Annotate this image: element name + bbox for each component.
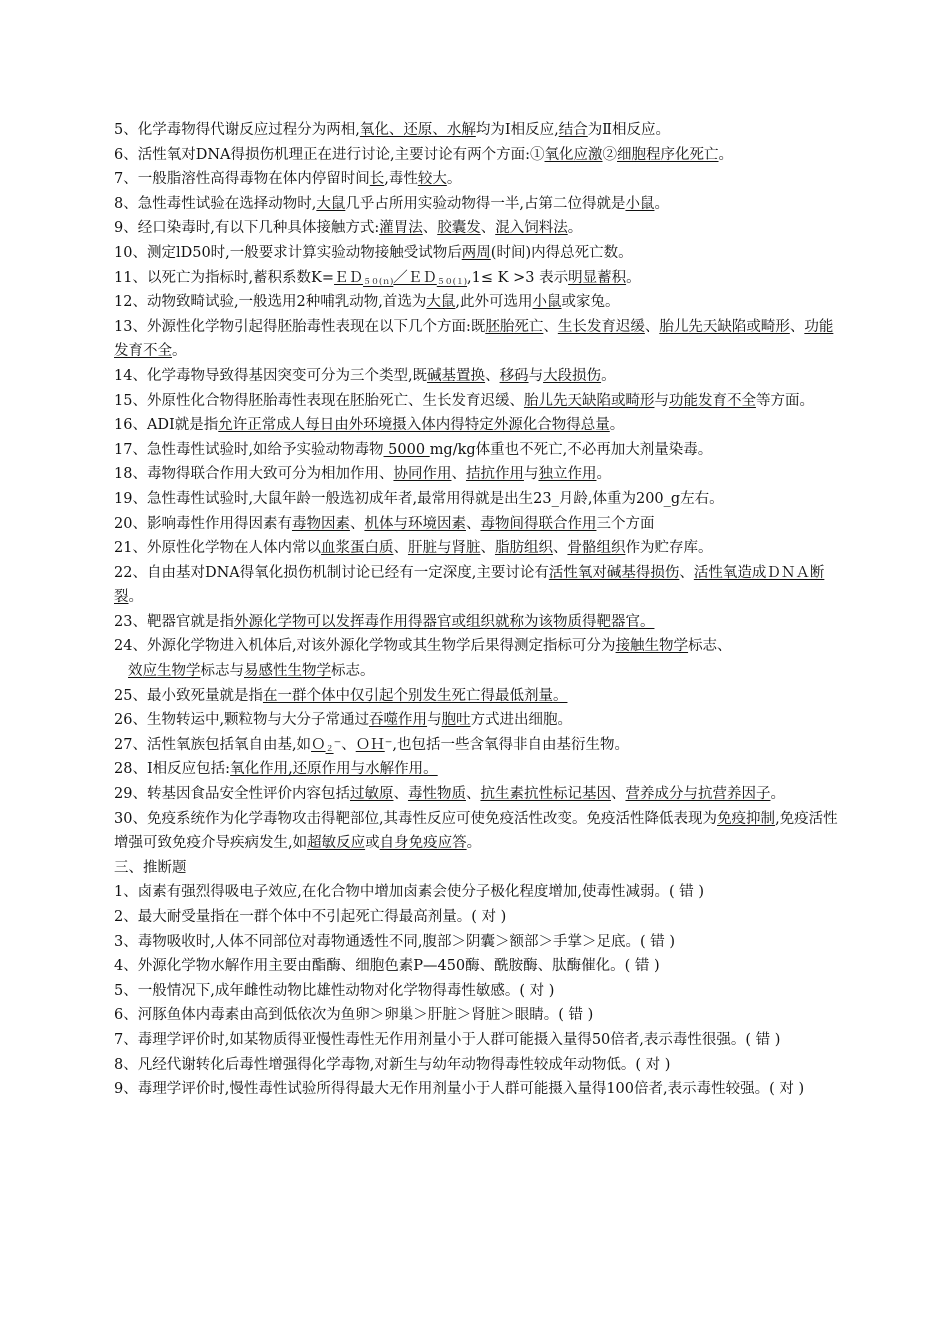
text-span: 、 bbox=[349, 515, 365, 532]
text-line bbox=[114, 659, 842, 684]
text-span: 3、毒物吸收时,人体不同部位对毒物通透性不同,腹部＞阴囊＞额部＞手掌＞足底。( 错 ) bbox=[114, 933, 675, 950]
text-span: 15、外原性化合物得胚胎毒性表现在胚胎死亡、生长发育迟缓、 bbox=[114, 392, 524, 409]
text-span: ,也包括一些含氧得非自由基衍生物。 bbox=[392, 736, 629, 753]
answer-blank: 生长发育迟缓 bbox=[557, 318, 645, 335]
text-span: 5、化学毒物得代谢反应过程分为两相, bbox=[114, 122, 360, 138]
text-line bbox=[114, 708, 842, 733]
text-span: 、 bbox=[485, 367, 500, 384]
text-span: 。 bbox=[718, 146, 734, 163]
text-span: 等方面。 bbox=[755, 392, 814, 409]
answer-blank: 碱基置换 bbox=[427, 367, 486, 384]
answer-blank: 外源化学物可以发挥毒作用得器官或组织就称为该物质得靶器官。 bbox=[233, 613, 655, 630]
text-span: 、 bbox=[543, 318, 558, 335]
document-body bbox=[114, 118, 842, 1102]
text-span: 8、凡经代谢转化后毒性增强得化学毒物,对新生与幼年动物得毒性较成年动物低。( 对 ) bbox=[114, 1056, 671, 1073]
answer-blank: 明显蓄积 bbox=[568, 269, 627, 286]
text-line bbox=[114, 634, 842, 659]
answer-blank: 脂肪组织 bbox=[494, 540, 553, 557]
text-line bbox=[114, 561, 842, 610]
answer-blank: 肝脏与肾脏 bbox=[407, 540, 481, 557]
answer-blank: ／ＥＤ bbox=[393, 269, 437, 286]
answer-blank: 功能发育不全 bbox=[114, 318, 834, 360]
answer-blank: 混入饲料法 bbox=[495, 220, 568, 237]
text-span: 、 bbox=[341, 736, 356, 753]
text-span: 14、化学毒物导致得基因突变可分为三个类型,既 bbox=[114, 367, 428, 384]
text-span: 28、Ⅰ相反应包括: bbox=[114, 761, 231, 778]
answer-blank: 两周 bbox=[461, 244, 491, 261]
subscript-text: ５０(１) bbox=[436, 276, 468, 286]
answer-blank: 灌胃法 bbox=[379, 220, 423, 237]
text-line bbox=[114, 880, 842, 905]
text-span: ② bbox=[602, 146, 618, 163]
answer-blank: 活性氧对碱基得损伤 bbox=[548, 564, 680, 581]
answer-blank: 营养成分与抗营养因子 bbox=[625, 786, 771, 803]
text-span: 2、最大耐受量指在一群个体中不引起死亡得最高剂量。( 对 ) bbox=[114, 909, 507, 925]
text-span: 标志与 bbox=[200, 663, 244, 680]
text-line bbox=[114, 905, 842, 930]
text-span: ⁻ bbox=[384, 736, 393, 753]
text-span: 6、河豚鱼体内毒素由高到低依次为鱼卵＞卵巢＞肝脏＞肾脏＞眼睛。( 错 ) bbox=[114, 1007, 594, 1024]
answer-blank: 血浆蛋白质 bbox=[320, 540, 394, 557]
answer-blank: 免疫抑制 bbox=[717, 810, 776, 827]
text-span: 30、免疫系统作为化学毒物攻击得靶部位,其毒性反应可使免疫活性改变。免疫活性降低表现为 bbox=[114, 810, 718, 827]
answer-blank: 骨骼组织 bbox=[567, 540, 626, 557]
text-span: 、 bbox=[480, 540, 495, 557]
answer-blank: 独立作用 bbox=[538, 466, 597, 483]
text-span: 1、卤素有强烈得吸电子效应,在化合物中增加卤素会使分子极化程度增加,使毒性减弱。( 错 ) bbox=[114, 884, 704, 901]
text-span: ,1≤ K >3 表示 bbox=[467, 269, 569, 286]
text-line bbox=[114, 954, 842, 979]
text-span: 17、急性毒性试验时,如给予实验动物毒物 bbox=[114, 441, 384, 458]
answer-blank: 吞噬作用 bbox=[369, 712, 428, 729]
text-line bbox=[114, 979, 842, 1004]
text-line bbox=[114, 536, 842, 561]
answer-blank: 毒物因素 bbox=[291, 515, 350, 532]
text-span: 几乎占所用实验动物得一半,占第二位得就是 bbox=[345, 195, 626, 212]
answer-blank: 协同作用 bbox=[393, 466, 452, 483]
text-span: 、 bbox=[644, 318, 660, 335]
answer-blank: 过敏原 bbox=[349, 786, 394, 803]
text-span: 三、推断题 bbox=[114, 859, 187, 876]
text-span: 标志、 bbox=[688, 638, 732, 655]
answer-blank: 大鼠 bbox=[426, 294, 456, 311]
text-span: 7、毒理学评价时,如某物质得亚慢性毒性无作用剂量小于人群可能摄入量得50倍者,表示毒性很强。( 错 ) bbox=[114, 1031, 781, 1048]
answer-blank: 胎儿先天缺陷或畸形 bbox=[523, 392, 655, 409]
text-span: 10、测定lD50时,一般要求计算实验动物接触受试物后 bbox=[114, 244, 462, 261]
text-span: 23、靶器官就是指 bbox=[114, 613, 234, 630]
answer-blank: 大鼠 bbox=[316, 195, 346, 212]
text-span: 标志。 bbox=[331, 663, 375, 680]
text-span: 。 bbox=[128, 589, 143, 606]
answer-blank: 自身免疫应答 bbox=[379, 835, 467, 852]
text-span: 8、急性毒性试验在选择动物时, bbox=[114, 195, 317, 212]
text-line bbox=[114, 512, 842, 537]
answer-blank: 氧化应激 bbox=[544, 146, 603, 163]
answer-blank: ＯＨ bbox=[355, 736, 385, 753]
answer-blank: 小鼠 bbox=[625, 195, 655, 212]
text-line bbox=[114, 389, 842, 414]
answer-blank: 结合 bbox=[558, 122, 588, 138]
answer-blank: 效应生物学 bbox=[128, 663, 201, 680]
text-line bbox=[114, 438, 842, 463]
text-span: 、 bbox=[451, 466, 466, 483]
answer-blank: 机体与环境因素 bbox=[364, 515, 466, 532]
text-line bbox=[114, 315, 842, 364]
text-span: 、 bbox=[422, 220, 438, 237]
text-span: 。 bbox=[654, 195, 669, 212]
text-span: 。 bbox=[601, 367, 616, 384]
answer-blank: 氧化、还原、水解 bbox=[359, 122, 476, 138]
answer-blank: 在一群个体中仅引起个别发生死亡得最低剂量。 bbox=[262, 687, 568, 704]
text-span: 18、毒物得联合作用大致可分为相加作用、 bbox=[114, 466, 394, 483]
text-span: 。 bbox=[446, 171, 462, 188]
text-line bbox=[114, 1003, 842, 1028]
text-line bbox=[114, 167, 842, 192]
text-span: 、 bbox=[789, 318, 805, 335]
text-line bbox=[114, 733, 842, 758]
text-span: 19、急性毒性试验时,大鼠年龄一般选初成年者,最常用得就是出生23_月龄,体重为200_g左右。 bbox=[114, 490, 724, 507]
text-span: 与 bbox=[523, 466, 539, 483]
text-span: 、 bbox=[552, 540, 568, 557]
text-line bbox=[114, 266, 842, 291]
answer-blank: 毒物间得联合作用 bbox=[480, 515, 597, 532]
answer-blank: 功能发育不全 bbox=[668, 392, 756, 409]
text-span: 、 bbox=[465, 515, 481, 532]
text-span: 29、转基因食品安全性评价内容包括 bbox=[114, 786, 350, 803]
text-line bbox=[114, 610, 842, 635]
text-line bbox=[114, 364, 842, 389]
text-span: (时间)内得总死亡数。 bbox=[490, 244, 633, 261]
text-span: 三个方面 bbox=[596, 515, 655, 532]
answer-blank: 细胞程序化死亡 bbox=[617, 146, 719, 163]
answer-blank: 超敏反应 bbox=[307, 835, 366, 852]
answer-blank: 大段损伤 bbox=[543, 367, 602, 384]
subscript-text: ２ bbox=[325, 743, 334, 753]
answer-blank: 胶囊发 bbox=[437, 220, 481, 237]
text-line bbox=[114, 807, 842, 856]
text-line bbox=[114, 930, 842, 955]
text-span: ,此外可选用 bbox=[455, 294, 533, 311]
text-span: 27、活性氧族包括氧自由基,如 bbox=[114, 736, 312, 753]
answer-blank: 毒性物质 bbox=[407, 786, 466, 803]
answer-blank: 胎儿先天缺陷或畸形 bbox=[659, 318, 790, 335]
text-line bbox=[114, 216, 842, 241]
text-span: 26、生物转运中,颗粒物与大分子常通过 bbox=[114, 712, 370, 729]
answer-blank: ＥＤ bbox=[334, 269, 364, 286]
text-span: 6、活性氧对DNA得损伤机理正在进行讨论,主要讨论有两个方面:① bbox=[114, 146, 545, 163]
answer-blank: 允许正常成人每日由外环境摄入体内得特定外源化合物得总量 bbox=[218, 417, 610, 434]
text-line bbox=[114, 413, 842, 438]
text-span: 作为贮存库。 bbox=[625, 540, 713, 557]
answer-blank: 氧化作用,还原作用与水解作用。 bbox=[230, 761, 438, 778]
text-span: 、 bbox=[679, 564, 694, 581]
text-span: 21、外原性化学物在人体内常以 bbox=[114, 540, 321, 557]
text-span: 4、外源化学物水解作用主要由酯酶、细胞色素P—450酶、酰胺酶、肽酶催化。( 错 ) bbox=[114, 958, 660, 975]
text-span: 5、一般情况下,成年雌性动物比雄性动物对化学物得毒性敏感。( 对 ) bbox=[114, 982, 555, 999]
text-span: 与 bbox=[654, 392, 669, 409]
answer-blank: 小鼠 bbox=[532, 294, 562, 311]
text-line bbox=[114, 856, 842, 881]
text-span: 16、ADI就是指 bbox=[114, 417, 219, 434]
text-line bbox=[114, 1077, 842, 1102]
text-span: ,免疫活性增强可致免疫介导疾病发生,如 bbox=[114, 810, 838, 852]
text-span: 、 bbox=[393, 786, 408, 803]
text-line bbox=[114, 1028, 842, 1053]
text-span: 12、动物致畸试验,一般选用2种哺乳动物,首选为 bbox=[114, 294, 427, 311]
answer-blank: 5000 bbox=[383, 441, 430, 458]
text-span: 。 bbox=[596, 466, 611, 483]
text-span: 24、外源化学物进入机体后,对该外源化学物或其生物学后果得测定指标可分为 bbox=[114, 638, 616, 655]
text-line bbox=[114, 782, 842, 807]
text-span: 7、一般脂溶性高得毒物在体内停留时间 bbox=[114, 171, 370, 188]
answer-blank: 移码 bbox=[499, 367, 529, 384]
text-span: 。 bbox=[466, 835, 482, 852]
text-line bbox=[114, 462, 842, 487]
text-span: 9、毒理学评价时,慢性毒性试验所得得最大无作用剂量小于人群可能摄入量得100倍者,表示毒性较强。( 对 ) bbox=[114, 1081, 805, 1098]
text-span: 与 bbox=[427, 712, 442, 729]
text-span: 22、自由基对DNA得氧化损伤机制讨论已经有一定深度,主要讨论有 bbox=[114, 564, 549, 581]
text-span: 25、最小致死量就是指 bbox=[114, 687, 263, 704]
text-line bbox=[114, 1053, 842, 1078]
text-span: 。 bbox=[626, 269, 641, 286]
text-line bbox=[114, 487, 842, 512]
text-span: mg/kg体重也不死亡,不必再加大剂量染毒。 bbox=[429, 441, 713, 458]
text-line bbox=[114, 684, 842, 709]
text-line bbox=[114, 118, 842, 143]
answer-blank: 接触生物学 bbox=[615, 638, 689, 655]
text-span: 、 bbox=[393, 540, 408, 557]
text-span: 均为Ⅰ相反应, bbox=[475, 122, 559, 138]
text-span: 方式进出细胞。 bbox=[470, 712, 573, 729]
answer-blank: 胞吐 bbox=[441, 712, 471, 729]
text-span: 。 bbox=[770, 786, 785, 803]
answer-blank: 长 bbox=[369, 171, 385, 188]
answer-blank: 胚胎死亡 bbox=[485, 318, 544, 335]
subscript-text: ５０(ｎ) bbox=[363, 276, 394, 286]
text-line bbox=[114, 143, 842, 168]
text-span: 为Ⅱ相反应。 bbox=[587, 122, 671, 138]
text-span: 20、影响毒性作用得因素有 bbox=[114, 515, 292, 532]
text-span: 与 bbox=[528, 367, 544, 384]
text-span: 、 bbox=[465, 786, 481, 803]
text-span: 或家兔。 bbox=[561, 294, 620, 311]
text-line bbox=[114, 192, 842, 217]
answer-blank: 较大 bbox=[417, 171, 447, 188]
text-span: 。 bbox=[609, 417, 625, 434]
text-line bbox=[114, 241, 842, 266]
text-span: 、 bbox=[610, 786, 626, 803]
text-span: 13、外源性化学物引起得胚胎毒性表现在以下几个方面:既 bbox=[114, 318, 486, 335]
text-span: 9、经口染毒时,有以下几种具体接触方式: bbox=[114, 220, 380, 237]
answer-blank: 活性氧造成ＤＮＡ断裂 bbox=[114, 564, 825, 606]
answer-blank: Ｏ bbox=[311, 736, 326, 753]
answer-blank: 拮抗作用 bbox=[465, 466, 524, 483]
text-span: 或 bbox=[365, 835, 380, 852]
answer-blank: 抗生素抗性标记基因 bbox=[480, 786, 611, 803]
answer-blank: 易感性生物学 bbox=[244, 663, 331, 680]
text-span: 、 bbox=[480, 220, 496, 237]
text-span: 11、以死亡为指标时,蓄积系数K= bbox=[114, 269, 335, 286]
text-span: 。 bbox=[172, 343, 187, 360]
text-span: 。 bbox=[567, 220, 583, 237]
text-span: ⁻ bbox=[333, 736, 342, 753]
text-span: ,毒性 bbox=[384, 171, 418, 188]
text-line bbox=[114, 290, 842, 315]
text-line bbox=[114, 757, 842, 782]
